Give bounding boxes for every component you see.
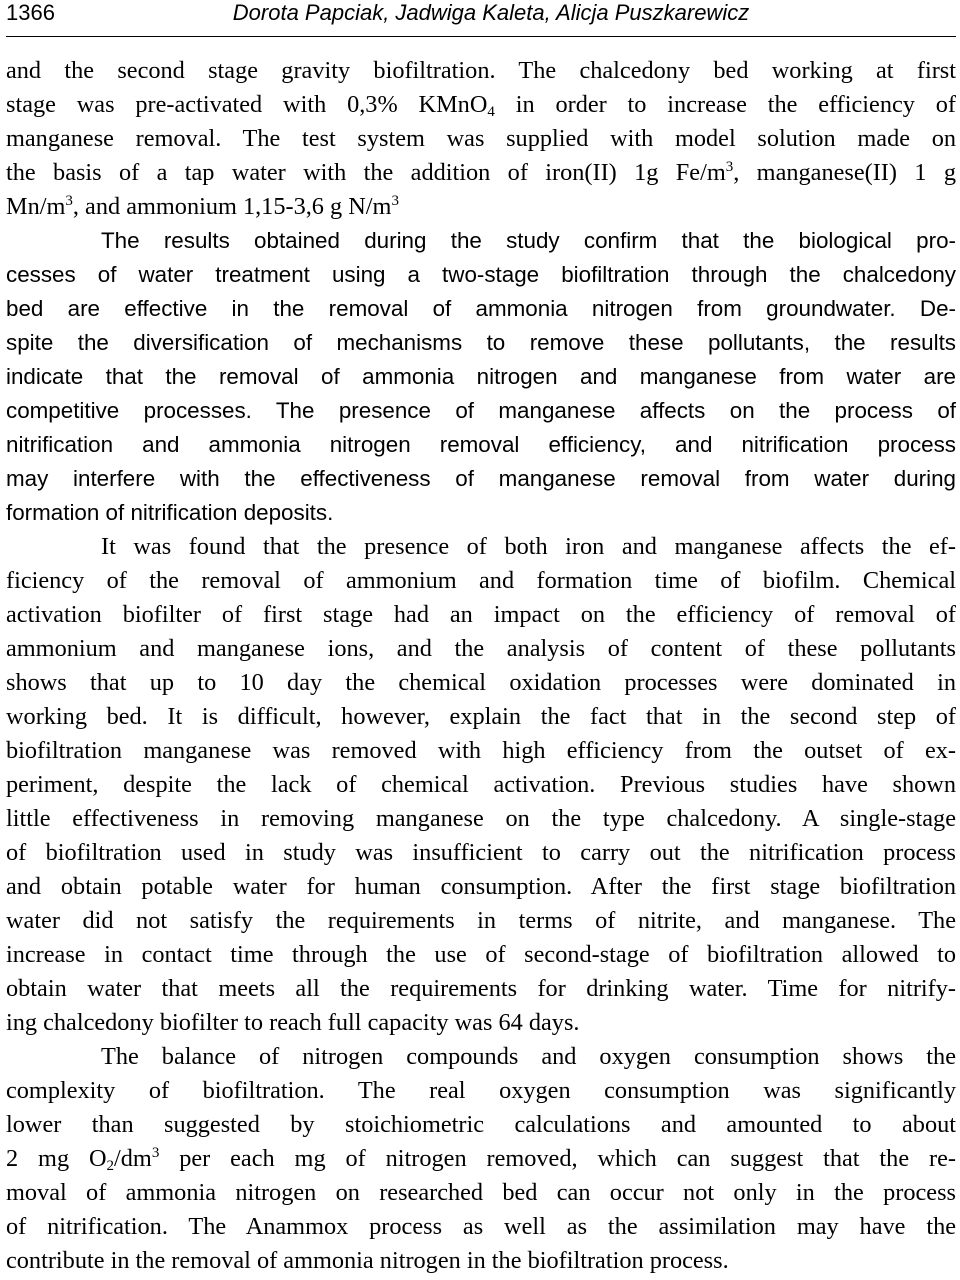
text-line [6, 462, 956, 496]
superscript: 3 [65, 193, 73, 209]
text-line [6, 292, 956, 326]
text-run: stage was pre-activated with 0,3% KMnO [6, 91, 488, 118]
text-run: Mn/m [6, 193, 66, 220]
text-run: , manganese(II) 1 g [733, 159, 956, 186]
text-run: indicate that the removal of ammonia nitrogen and manganese from water are [6, 364, 956, 389]
text-run: competitive processes. The presence of manganese affects on the process of [6, 398, 956, 423]
superscript: 3 [391, 193, 399, 209]
text-line [6, 156, 956, 190]
text-run: shows that up to 10 day the chemical oxidation processes were dominated in [6, 669, 956, 696]
text-line [6, 54, 956, 88]
text-line [6, 972, 956, 1006]
text-line [6, 904, 956, 938]
text-line [6, 326, 956, 360]
page-number: 1366 [6, 0, 55, 25]
text-run: nitrification and ammonia nitrogen removal efficiency, and nitrification process [6, 432, 956, 457]
text-line [6, 1108, 956, 1142]
text-line [6, 836, 956, 870]
text-run: moval of ammonia nitrogen on researched bed can occur not only in the process [6, 1179, 956, 1206]
text-line [6, 394, 956, 428]
text-run: obtain water that meets all the requirements for drinking water. Time for nitrify- [6, 975, 956, 1002]
text-line [6, 700, 956, 734]
text-line [6, 224, 956, 258]
text-line [6, 1244, 956, 1278]
text-line [6, 1040, 956, 1074]
superscript: 3 [725, 159, 734, 175]
text-line [6, 88, 956, 122]
text-line [6, 564, 956, 598]
text-run: bed are effective in the removal of ammonia nitrogen from groundwater. De- [6, 296, 956, 321]
body-text [6, 54, 956, 1278]
text-run: ficiency of the removal of ammonium and formation time of biofilm. Chemical [6, 567, 956, 594]
text-run: increase in contact time through the use of second-stage of biofiltration allowed to [6, 941, 956, 968]
text-run: and obtain potable water for human consumption. After the first stage biofiltration [6, 873, 956, 900]
text-line [6, 1006, 956, 1040]
text-line [6, 190, 956, 224]
text-run: lower than suggested by stoichiometric calculations and amounted to about [6, 1111, 956, 1138]
text-line [6, 1142, 956, 1176]
document-page [6, 0, 956, 1280]
text-line [6, 1176, 956, 1210]
subscript: 4 [487, 104, 495, 120]
text-run: , and ammonium 1,15-3,6 g N/m [72, 193, 392, 220]
text-run: periment, despite the lack of chemical activation. Previous studies have shown [6, 771, 956, 798]
text-run: The balance of nitrogen compounds and oxygen consumption shows the [101, 1043, 956, 1070]
superscript: 3 [151, 1145, 160, 1161]
text-line [6, 598, 956, 632]
text-run: may interfere with the effectiveness of manganese removal from water during [6, 466, 956, 491]
text-line [6, 666, 956, 700]
text-line [6, 1210, 956, 1244]
text-run: of nitrification. The Anammox process as well as the assimilation may have the [6, 1213, 956, 1240]
running-header-authors: Dorota Papciak, Jadwiga Kaleta, Alicja Puszkarewicz [232, 0, 750, 25]
text-run: 2 mg O [6, 1145, 107, 1172]
text-run: of biofiltration used in study was insufficient to carry out the nitrification process [6, 839, 956, 866]
text-line [6, 360, 956, 394]
text-run: /dm [114, 1145, 152, 1172]
text-line [6, 938, 956, 972]
text-run: It was found that the presence of both iron and manganese affects the ef- [101, 533, 956, 560]
text-run: contribute in the removal of ammonia nitrogen in the biofiltration process. [6, 1247, 729, 1274]
text-run: The results obtained during the study confirm that the biological pro- [101, 228, 956, 253]
text-line [6, 734, 956, 768]
text-line [6, 768, 956, 802]
text-line [6, 870, 956, 904]
text-run: cesses of water treatment using a two-stage biofiltration through the chalcedony [6, 262, 956, 287]
text-run: activation biofilter of first stage had an impact on the efficiency of removal of [6, 601, 956, 628]
text-run: ammonium and manganese ions, and the analysis of content of these pollutants [6, 635, 956, 662]
text-line [6, 496, 956, 530]
text-line [6, 1074, 956, 1108]
text-run: spite the diversification of mechanisms to remove these pollutants, the results [6, 330, 956, 355]
text-run: in order to increase the efficiency of [494, 91, 957, 118]
running-header [6, 0, 956, 37]
text-run: manganese removal. The test system was supplied with model solution made on [6, 125, 956, 152]
text-run: working bed. It is difficult, however, explain the fact that in the second step of [6, 703, 956, 730]
text-run: per each mg of nitrogen removed, which can suggest that the re- [159, 1145, 956, 1172]
text-run: formation of nitrification deposits. [6, 500, 334, 525]
text-run: ing chalcedony biofilter to reach full capacity was 64 days. [6, 1009, 580, 1036]
text-run: and the second stage gravity biofiltration. The chalcedony bed working at first [6, 57, 956, 84]
text-run: the basis of a tap water with the addition of iron(II) 1g Fe/m [6, 159, 726, 186]
text-line [6, 530, 956, 564]
text-run: biofiltration manganese was removed with high efficiency from the outset of ex- [6, 737, 956, 764]
text-run: water did not satisfy the requirements in terms of nitrite, and manganese. The [6, 907, 956, 934]
text-line [6, 122, 956, 156]
text-line [6, 428, 956, 462]
text-run: complexity of biofiltration. The real oxygen consumption was significantly [6, 1077, 956, 1104]
text-run: little effectiveness in removing manganese on the type chalcedony. A single-stage [6, 805, 956, 832]
subscript: 2 [106, 1158, 115, 1174]
text-line [6, 258, 956, 292]
text-line [6, 802, 956, 836]
text-line [6, 632, 956, 666]
